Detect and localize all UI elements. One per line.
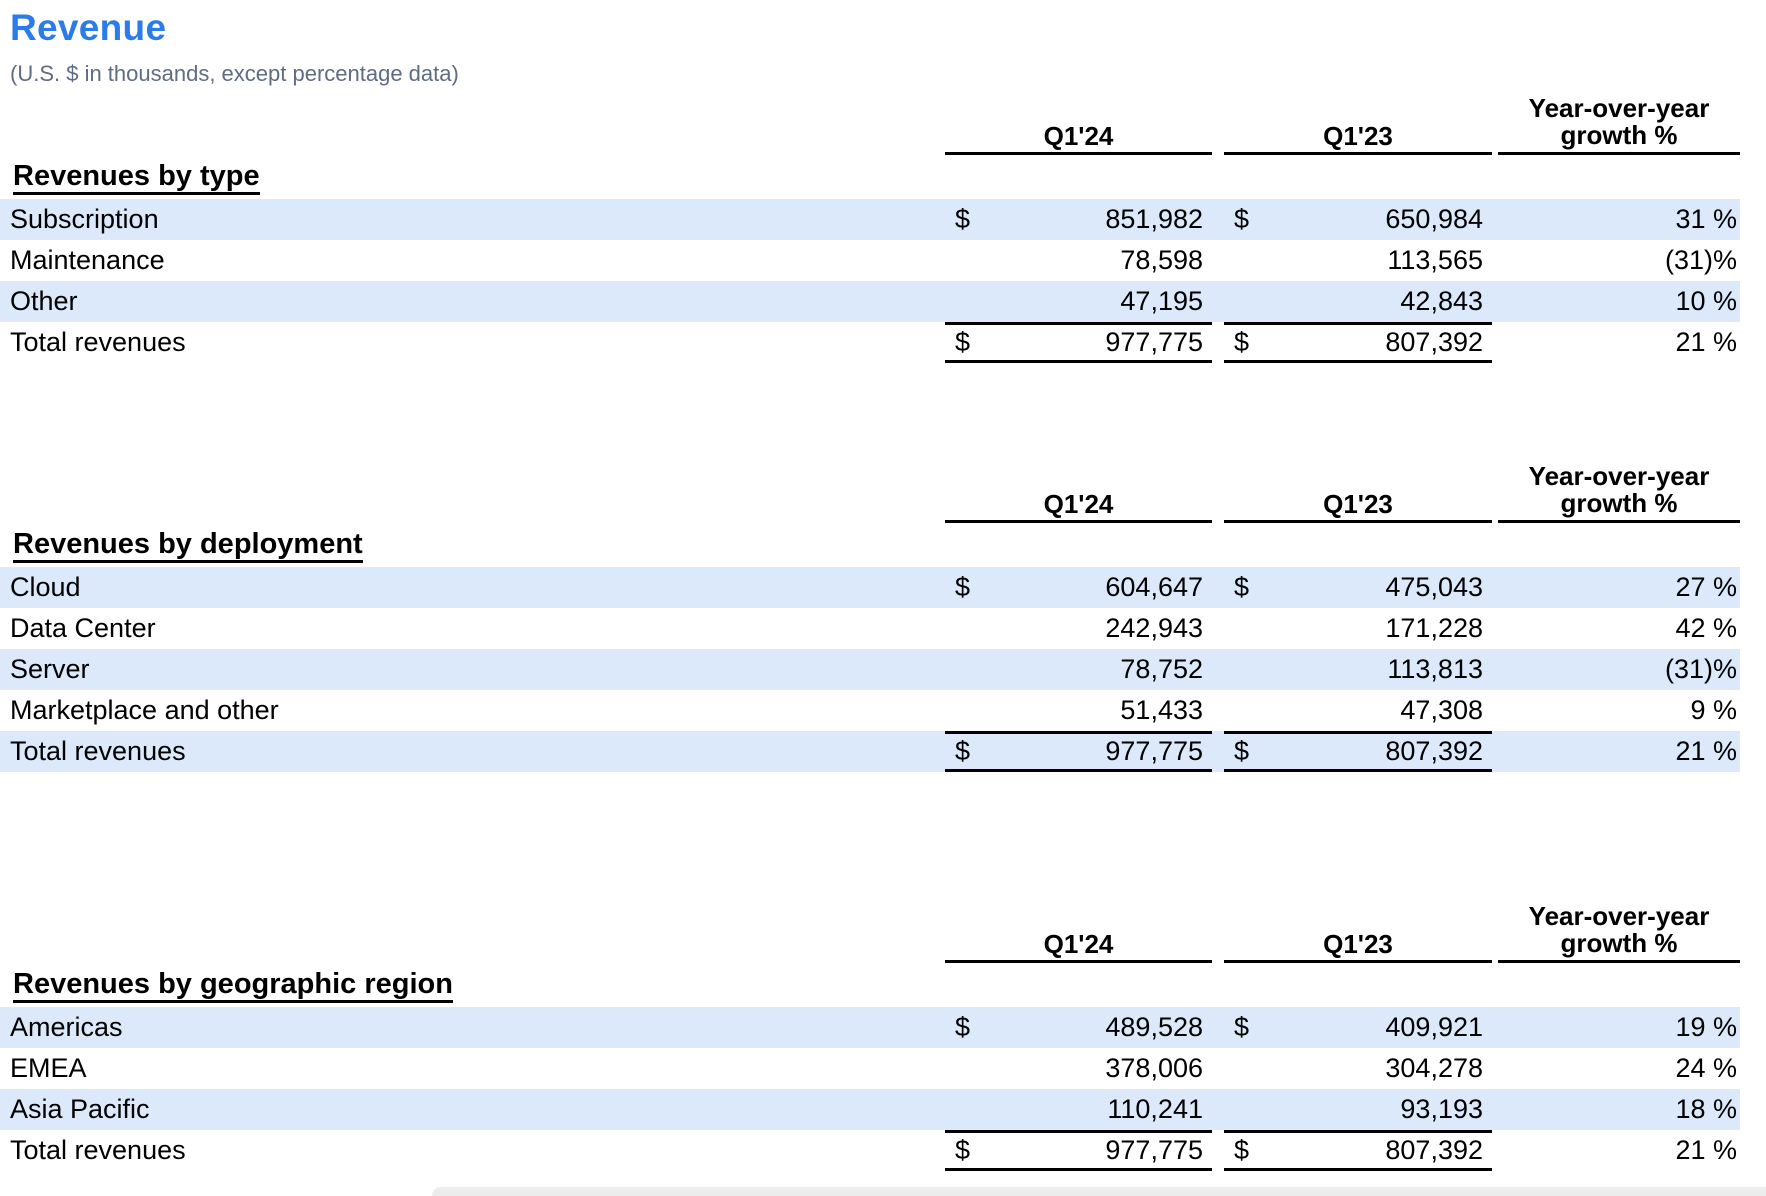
q1-23-cell-number: 113,565 — [1387, 245, 1483, 275]
dollar-sign: $ — [1234, 572, 1250, 602]
dollar-sign: $ — [955, 204, 971, 234]
dollar-sign: $ — [955, 572, 971, 602]
q1-24-cell — [945, 608, 1212, 649]
table-row-other — [0, 281, 1740, 322]
column-header-growth — [1498, 463, 1740, 523]
column-header-row — [0, 463, 1740, 523]
q1-23-cell — [1224, 1007, 1492, 1048]
q1-24-cell — [945, 731, 1212, 772]
table-row-marketplace-and-other — [0, 690, 1740, 731]
growth-cell: 19 % — [1675, 1012, 1737, 1042]
growth-cell: 21 % — [1675, 736, 1737, 766]
row-label: Total revenues — [10, 327, 186, 357]
table-row-emea — [0, 1048, 1740, 1089]
column-header-q1-24: Q1'24 — [945, 931, 1212, 963]
q1-24-cell-number: 378,006 — [1105, 1053, 1203, 1083]
growth-header-line1: Year-over-year — [1528, 463, 1710, 491]
q1-23-cell — [1224, 322, 1492, 363]
row-label: EMEA — [10, 1053, 87, 1083]
q1-23-cell — [1224, 281, 1492, 322]
column-header-q1-23: Q1'23 — [1224, 123, 1492, 155]
column-header-q1-24: Q1'24 — [945, 491, 1212, 523]
dollar-sign: $ — [1234, 204, 1250, 234]
q1-23-cell-number: 807,392 — [1385, 327, 1483, 357]
row-label: Cloud — [10, 572, 81, 602]
q1-24-cell — [945, 1048, 1212, 1089]
section-title-revenues-by-geographic-region — [13, 969, 1766, 1003]
q1-23-cell — [1224, 240, 1492, 281]
q1-24-cell-number: 242,943 — [1105, 613, 1203, 643]
total-row — [0, 731, 1740, 772]
table-row-cloud — [0, 567, 1740, 608]
row-label: Other — [10, 286, 78, 316]
page-subtitle: (U.S. $ in thousands, except percentage data) — [10, 61, 459, 86]
q1-24-cell — [945, 281, 1212, 322]
q1-24-cell — [945, 1007, 1212, 1048]
q1-23-cell-number: 171,228 — [1385, 613, 1483, 643]
growth-header-line2: growth % — [1560, 928, 1678, 958]
q1-24-cell-number: 51,433 — [1120, 695, 1203, 725]
bottom-partial-row — [432, 1187, 1766, 1196]
table-row-data-center — [0, 608, 1740, 649]
dollar-sign: $ — [955, 1012, 971, 1042]
table-revenues-by-type — [0, 95, 1766, 363]
q1-24-cell-number: 977,775 — [1105, 327, 1203, 357]
growth-cell: (31)% — [1664, 245, 1737, 275]
table-row-asia-pacific — [0, 1089, 1740, 1130]
section-title-text: Revenues by deployment — [13, 529, 363, 563]
growth-header-line2: growth % — [1560, 120, 1678, 150]
q1-23-cell-number: 475,043 — [1385, 572, 1483, 602]
section-title-text: Revenues by type — [13, 161, 260, 195]
growth-cell: 9 % — [1690, 695, 1737, 725]
q1-23-cell-number: 807,392 — [1385, 1135, 1483, 1165]
column-header-row — [0, 903, 1740, 963]
dollar-sign: $ — [1234, 1012, 1250, 1042]
dollar-sign: $ — [955, 736, 971, 766]
q1-23-cell-number: 93,193 — [1400, 1094, 1483, 1124]
growth-cell: 18 % — [1675, 1094, 1737, 1124]
growth-header-line1: Year-over-year — [1528, 903, 1710, 931]
column-header-q1-24: Q1'24 — [945, 123, 1212, 155]
q1-23-cell-number: 42,843 — [1400, 286, 1483, 316]
growth-cell: 24 % — [1675, 1053, 1737, 1083]
q1-23-cell — [1224, 199, 1492, 240]
q1-24-cell-number: 78,598 — [1120, 245, 1203, 275]
q1-24-cell — [945, 567, 1212, 608]
q1-24-cell — [945, 1089, 1212, 1130]
page-title: Revenue — [10, 7, 167, 48]
q1-23-cell-number: 807,392 — [1385, 736, 1483, 766]
q1-24-cell-number: 604,647 — [1105, 572, 1203, 602]
q1-24-cell — [945, 690, 1212, 731]
growth-header-line1: Year-over-year — [1528, 95, 1710, 123]
growth-header-line2: growth % — [1560, 488, 1678, 518]
growth-cell: 42 % — [1675, 613, 1737, 643]
growth-cell: 21 % — [1675, 327, 1737, 357]
q1-23-cell-number: 409,921 — [1385, 1012, 1483, 1042]
growth-cell: 21 % — [1675, 1135, 1737, 1165]
row-label: Maintenance — [10, 245, 165, 275]
dollar-sign: $ — [1234, 1135, 1250, 1165]
q1-24-cell-number: 977,775 — [1105, 1135, 1203, 1165]
column-header-growth — [1498, 95, 1740, 155]
dollar-sign: $ — [1234, 736, 1250, 766]
q1-24-cell — [945, 322, 1212, 363]
table-row-server — [0, 649, 1740, 690]
section-title-revenues-by-deployment — [13, 529, 1766, 563]
dollar-sign: $ — [955, 1135, 971, 1165]
q1-24-cell — [945, 649, 1212, 690]
growth-cell: (31)% — [1664, 654, 1737, 684]
q1-23-cell — [1224, 1089, 1492, 1130]
section-title-revenues-by-type — [13, 161, 1766, 195]
table-row-americas — [0, 1007, 1740, 1048]
q1-24-cell — [945, 199, 1212, 240]
q1-23-cell-number: 304,278 — [1385, 1053, 1483, 1083]
table-revenues-by-deployment — [0, 463, 1766, 772]
row-label: Subscription — [10, 204, 159, 234]
row-label: Marketplace and other — [10, 695, 279, 725]
column-header-q1-23: Q1'23 — [1224, 491, 1492, 523]
q1-23-cell-number: 650,984 — [1385, 204, 1483, 234]
q1-23-cell — [1224, 608, 1492, 649]
row-label: Total revenues — [10, 736, 186, 766]
table-row-maintenance — [0, 240, 1740, 281]
column-header-row — [0, 95, 1740, 155]
growth-cell: 27 % — [1675, 572, 1737, 602]
total-row — [0, 322, 1740, 363]
q1-24-cell-number: 110,241 — [1107, 1094, 1203, 1124]
growth-cell: 10 % — [1675, 286, 1737, 316]
q1-23-cell — [1224, 690, 1492, 731]
row-label: Asia Pacific — [10, 1094, 150, 1124]
table-revenues-by-geographic-region — [0, 903, 1766, 1171]
q1-23-cell — [1224, 1130, 1492, 1171]
q1-23-cell — [1224, 731, 1492, 772]
q1-23-cell — [1224, 1048, 1492, 1089]
q1-24-cell-number: 851,982 — [1105, 204, 1203, 234]
page-header — [0, 0, 1766, 87]
q1-24-cell — [945, 240, 1212, 281]
row-label: Data Center — [10, 613, 156, 643]
column-header-q1-23: Q1'23 — [1224, 931, 1492, 963]
section-title-text: Revenues by geographic region — [13, 969, 453, 1003]
q1-23-cell-number: 47,308 — [1400, 695, 1483, 725]
q1-23-cell-number: 113,813 — [1387, 654, 1483, 684]
row-label: Server — [10, 654, 90, 684]
tables-container — [0, 95, 1766, 1171]
dollar-sign: $ — [1234, 327, 1250, 357]
growth-cell: 31 % — [1675, 204, 1737, 234]
row-label: Americas — [10, 1012, 123, 1042]
q1-23-cell — [1224, 567, 1492, 608]
q1-24-cell-number: 489,528 — [1105, 1012, 1203, 1042]
total-row — [0, 1130, 1740, 1171]
q1-24-cell-number: 78,752 — [1120, 654, 1203, 684]
q1-24-cell-number: 47,195 — [1120, 286, 1203, 316]
q1-23-cell — [1224, 649, 1492, 690]
q1-24-cell — [945, 1130, 1212, 1171]
row-label: Total revenues — [10, 1135, 186, 1165]
dollar-sign: $ — [955, 327, 971, 357]
q1-24-cell-number: 977,775 — [1105, 736, 1203, 766]
table-row-subscription — [0, 199, 1740, 240]
column-header-growth — [1498, 903, 1740, 963]
